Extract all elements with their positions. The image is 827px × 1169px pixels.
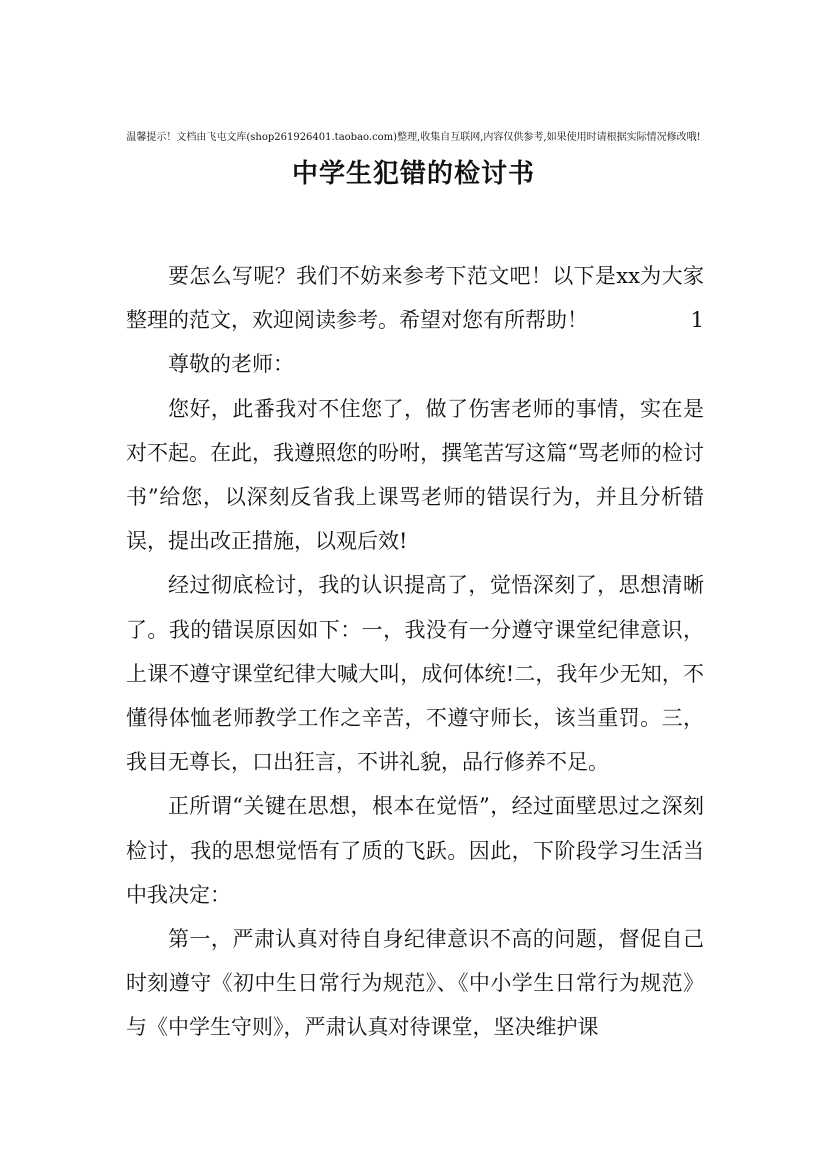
intro-text: 要怎么写呢？我们不妨来参考下范文吧！以下是xx为大家整理的范文，欢迎阅读参考。希望对您有所帮助！ [126, 264, 704, 333]
salutation: 尊敬的老师： [168, 352, 294, 377]
header-note: 温馨提示！文档由飞屯文库(shop261926401.taobao.com)整理,收集自互联网,内容仅供参考,如果使用时请根据实际情况修改哦! [126, 132, 701, 143]
intro-number: 1 [690, 308, 704, 333]
body-paragraph-2: 经过彻底检讨，我的认识提高了，觉悟深刻了，思想清晰了。我的错误原因如下：一，我没有一分遵守课堂纪律意识，上课不遵守课堂纪律大喊大叫，成何体统!二，我年少无知，不懂得体恤老师教学工作之辛苦，不遵守师长，该当重罚。三，我目无尊长，口出狂言，不讲礼貌，品行修养不足。 [126, 573, 704, 775]
document-title: 中学生犯错的检讨书 [291, 159, 535, 189]
body-paragraph-3: 正所谓“关键在思想，根本在觉悟”，经过面壁思过之深刻检讨，我的思想觉悟有了质的飞跃。因此，下阶段学习生活当中我决定： [126, 794, 704, 907]
document-body [126, 254, 704, 1050]
body-paragraph-4: 第一，严肃认真对待自身纪律意识不高的问题，督促自己时刻遵守《初中生日常行为规范》、《中小学生日常行为规范》与《中学生守则》，严肃认真对待课堂，坚决维护课 [126, 927, 704, 1040]
intro-paragraph [126, 254, 704, 342]
body-paragraph-1: 您好，此番我对不住您了，做了伤害老师的事情，实在是对不起。在此，我遵照您的吩咐，撰笔苦写这篇“骂老师的检讨书”给您，以深刻反省我上课骂老师的错误行为，并且分析错误，提出改正措施，以观后效! [126, 396, 704, 554]
